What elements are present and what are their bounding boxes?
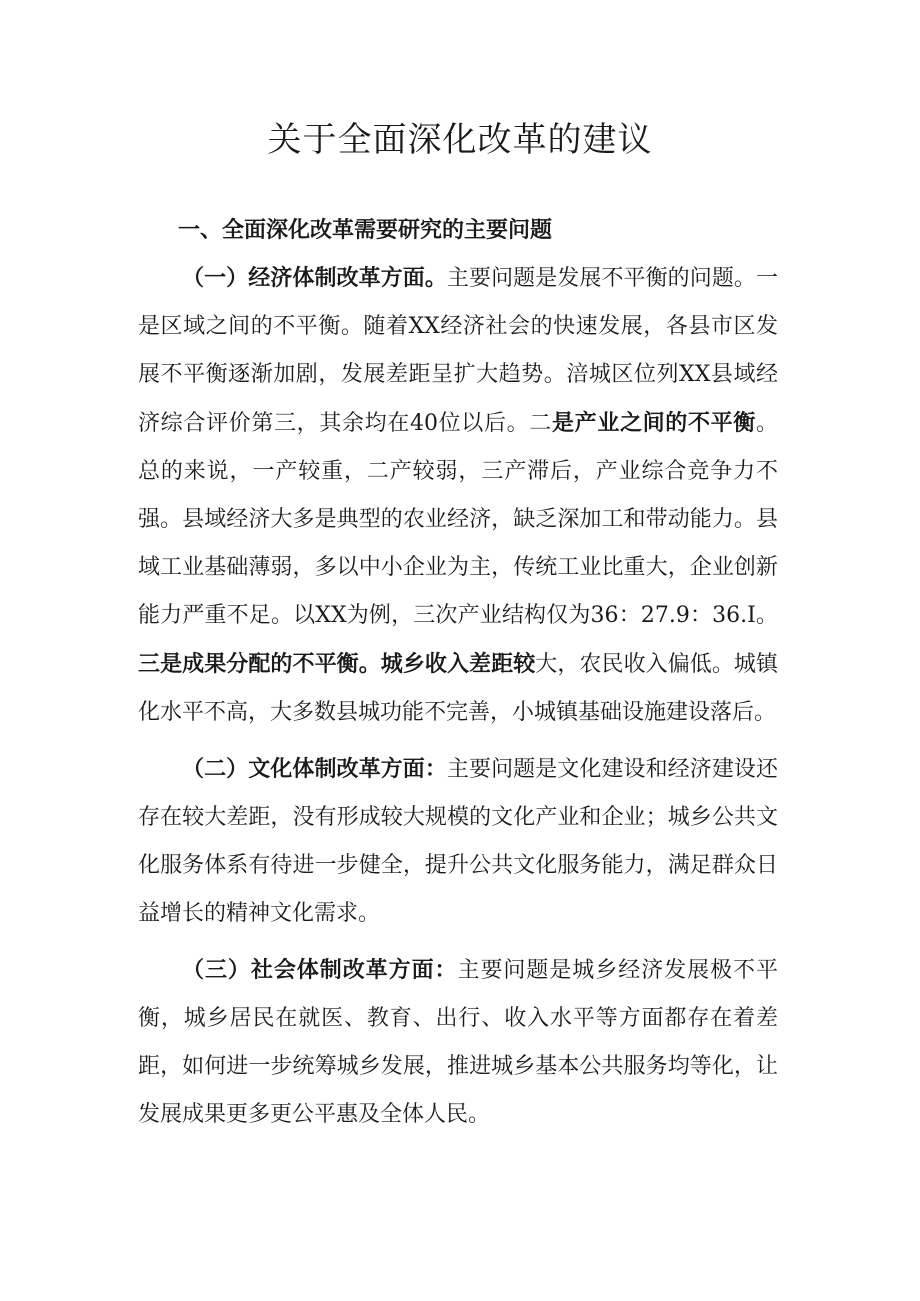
paragraph-cultural-label: （二）文化体制改革方面： xyxy=(182,756,447,782)
paragraph-economic-bold-d: 三是成果分配的不平衡。城乡收入差距较 xyxy=(138,651,536,677)
paragraph-social xyxy=(138,946,778,1139)
paragraph-social-label: （三）社会体制改革方面： xyxy=(182,957,458,983)
paragraph-economic-text-c: 。总的来说，一产较重，二产较弱，三产滞后，产业综合竞争力不强。县域经济大多是典型的农业经济，缺乏深加工和带动能力。县域工业基础薄弱，多以中小企业为主，传统工业比重大，企业创新能力严重不足。以XX为例，三次产业结构仅为36：27.9：36.I。 xyxy=(138,411,778,628)
paragraph-social-text: 主要问题是城乡经济发展极不平衡，城乡居民在就医、教育、出行、收入水平等方面都存在着差距，如何进一步统筹城乡发展，推进城乡基本公共服务均等化，让发展成果更多更公平惠及全体人民。 xyxy=(138,958,778,1127)
paragraph-cultural xyxy=(138,745,778,938)
document-body xyxy=(138,206,778,1139)
paragraph-cultural-text: 主要问题是文化建设和经济建设还存在较大差距，没有形成较大规模的文化产业和企业；城乡公共文化服务体系有待进一步健全，提升公共文化服务能力，满足群众日益增长的精神文化需求。 xyxy=(138,757,778,926)
paragraph-economic-bold-b: 是产业之间的不平衡 xyxy=(551,410,756,436)
document-title: 关于全面深化改革的建议 xyxy=(267,120,653,160)
paragraph-economic xyxy=(138,254,778,737)
paragraph-economic-label: （一）经济体制改革方面。 xyxy=(182,265,447,291)
paragraph-economic-text-a: 主要问题是发展不平衡的问题。一是区域之间的不平衡。随着XX经济社会的快速发展，各县市区发展不平衡逐渐加剧，发展差距呈扩大趋势。涪城区位列XX县域经济综合评价第三，其余均在40位以后。二 xyxy=(138,266,778,436)
paragraph-economic-text-e: 大，农民收入偏低。城镇化水平不高，大多数县城功能不完善，小城镇基础设施建设落后。 xyxy=(138,652,778,725)
section-heading: 一、全面深化改革需要研究的主要问题 xyxy=(178,217,553,243)
